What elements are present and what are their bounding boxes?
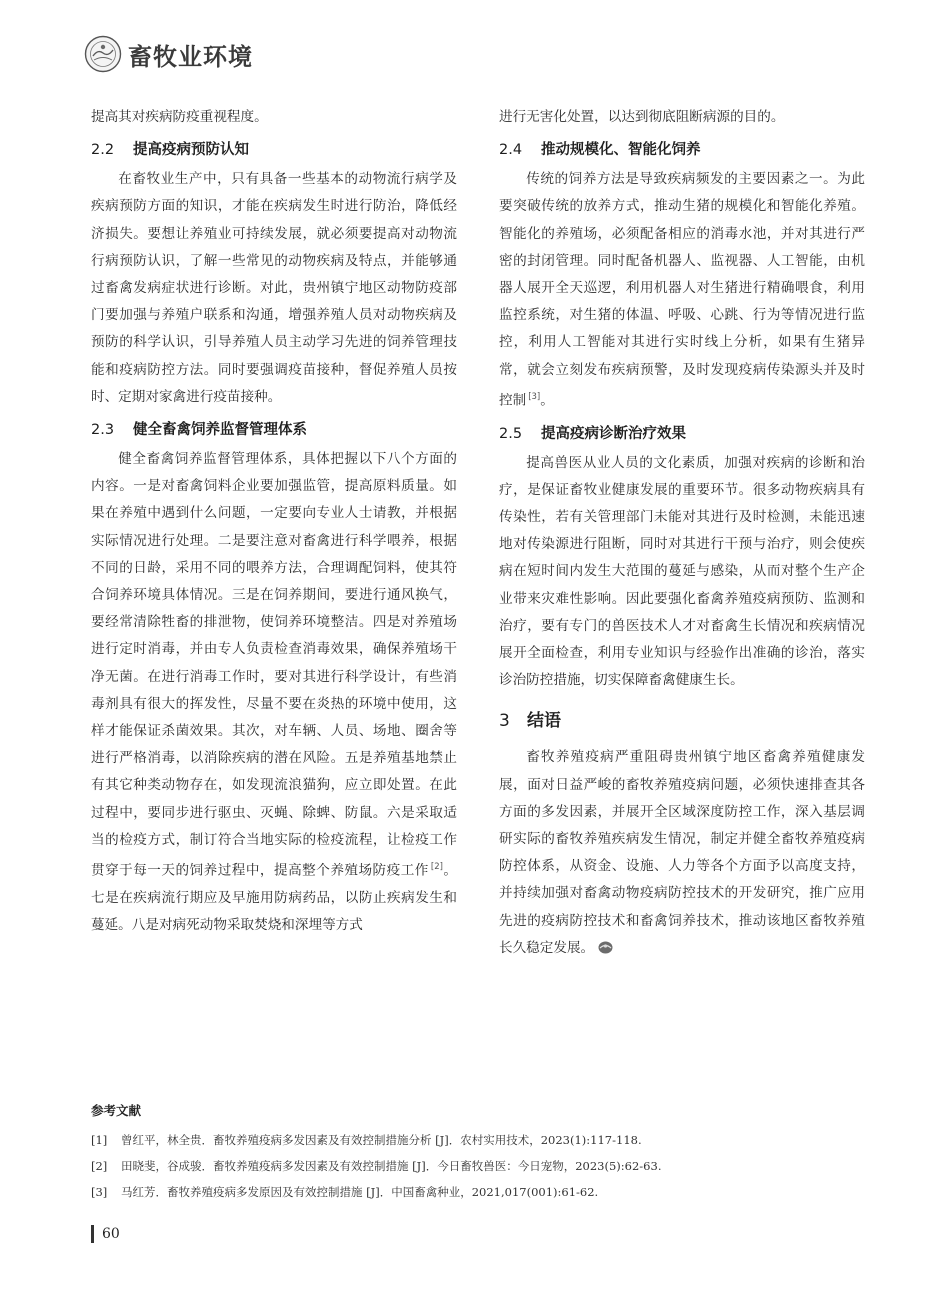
- page-footer: [91, 1225, 120, 1243]
- paragraph-text: 。: [540, 392, 554, 409]
- reference-text: 马红芳．畜牧养殖疫病多发原因及有效控制措施 [J]．中国畜禽种业，2021,017(001):61-62.: [121, 1185, 599, 1199]
- section-number: 2.4: [499, 142, 523, 159]
- paragraph-text: 。七是在疾病流行期应及早施用防病药品，以防止疾病发生和蔓延。八是对病死动物采取焚烧和深埋等方式: [91, 862, 457, 934]
- references-title: 参考文献: [91, 1103, 142, 1118]
- paragraph-text: 传统的饲养方法是导致疾病频发的主要因素之一。为此要突破传统的放养方式，推动生猪的规模化和智能化养殖。智能化的养殖场，必须配备相应的消毒水池，并对其进行严密的封闭管理。同时配备机器人、监视器、人工智能，由机器人展开全天巡逻，利用机器人对生猪进行精确喂食，利用监控系统，对生猪的体温、呼吸、心跳、行为等情况进行监控，利用人工智能对其进行实时线上分析，如果有生猪异常，就会立刻发布疾病预警，及时发现疫病传染源头并及时控制: [499, 171, 865, 409]
- paragraph-text: 健全畜禽饲养监督管理体系，具体把握以下八个方面的内容。一是对畜禽饲料企业要加强监管，提高原料质量。如果在养殖中遇到什么问题，一定要向专业人士请教，并根据实际情况进行处理。二是要注意对畜禽进行科学喂养，根据不同的日龄，采用不同的喂养方法，合理调配饲料，使其符合饲养环境具体情况。三是在饲养期间，要进行通风换气，要经常清除牲畜的排泄物，使饲养环境整洁。四是对养殖场进行定时消毒，并由专人负责检查消毒效果，确保养殖场干净无菌。在进行消毒工作时，要对其进行科学设计，有些消毒剂具有很大的挥发性，尽量不要在炎热的环境中使用，这样才能保证杀菌效果。其次，对车辆、人员、场地、圈舍等进行严格消毒，以消除疾病的潜在风险。五是养殖基地禁止有其它种类动物存在，如发现流浪猫狗，应立即处置。在此过程中，要同步进行驱虫、灭蝇、除蜱、防鼠。六是采取适当的检疫方式，制订符合当地实际的检疫流程，让检疫工作贯穿于每一天的饲养过程中，提高整个养殖场防疫工作: [91, 451, 457, 879]
- section-title: 结语: [527, 711, 561, 732]
- reference-number: [1]: [91, 1133, 108, 1147]
- journal-header: [84, 34, 253, 74]
- paragraph-text: 畜牧养殖疫病严重阻碍贵州镇宁地区畜禽养殖健康发展，面对日益严峻的畜牧养殖疫病问题，必须快速排查其各方面的多发因素，并展开全区域深度防控工作，深入基层调研实际的畜牧养殖疾病发生情况，制定并健全畜牧养殖疫病防控体系，从资金、设施、人力等各个方面予以高度支持，并持续加强对畜禽动物疫病防控技术的开发研究，推广应用先进的疫病防控技术和畜禽饲养技术，推动该地区畜牧养殖长久稳定发展。: [499, 749, 865, 956]
- page-number: 60: [102, 1226, 120, 1242]
- section-number: 2.2: [91, 142, 115, 159]
- section-2-2-heading: [91, 138, 457, 162]
- section-2-4-paragraph: [499, 166, 865, 414]
- citation-link[interactable]: [2]: [430, 862, 443, 873]
- section-number: 3: [499, 711, 510, 732]
- reference-text: 曾红平，林全贵．畜牧养殖疫病多发因素及有效控制措施分析 [J]．农村实用技术，2023(1):117-118.: [121, 1133, 642, 1147]
- reference-number: [3]: [91, 1185, 108, 1199]
- section-2-2-paragraph: 在畜牧业生产中，只有具备一些基本的动物流行病学及疾病预防方面的知识，才能在疾病发生时进行防治，降低经济损失。要想让养殖业可持续发展，就必须要提高对动物流行病预防认识，了解一些常见的动物疾病及特点，并能够通过畜禽发病症状进行诊断。对此，贵州镇宁地区动物防疫部门要加强与养殖户联系和沟通，增强养殖人员对动物疾病及预防的科学认识，引导养殖人员主动学习先进的饲养管理技能和疫病防控方法。同时要强调疫苗接种，督促养殖人员按时、定期对家禽进行疫苗接种。: [91, 171, 457, 405]
- right-column: [499, 104, 865, 962]
- section-number: 2.3: [91, 422, 115, 439]
- reference-item: [91, 1127, 861, 1153]
- section-2-3-heading: [91, 418, 457, 442]
- section-2-5-heading: [499, 422, 865, 446]
- reference-text: 田晓斐，谷成骏．畜牧养殖疫病多发因素及有效控制措施 [J]．今日畜牧兽医：今日宠物，2023(5):62-63.: [121, 1159, 662, 1173]
- references-section: [91, 1101, 861, 1205]
- section-2-5-paragraph: 提高兽医从业人员的文化素质，加强对疾病的诊断和治疗，是保证畜牧业健康发展的重要环节。很多动物疾病具有传染性，若有关管理部门未能对其进行及时检测，未能迅速地对传染源进行阻断，同时对其进行干预与治疗，则会使疾病在短时间内发生大范围的蔓延与感染，从而对整个生产企业带来灾难性影响。因此要强化畜禽养殖疫病预防、监测和治疗，要有专门的兽医技术人才对畜禽生长情况和疾病情况展开全面检查，利用专业知识与经验作出准确的诊治，落实诊治防控措施，切实保障畜禽健康生长。: [499, 454, 865, 689]
- citation-link[interactable]: [3]: [528, 391, 541, 402]
- intro-continuation: 提高其对疾病防疫重视程度。: [91, 109, 268, 125]
- section-number: 2.5: [499, 425, 523, 442]
- reference-number: [2]: [91, 1159, 108, 1173]
- section-2-4-heading: [499, 138, 865, 162]
- section-title: 推动规模化、智能化饲养: [541, 142, 701, 159]
- footer-divider: [91, 1225, 94, 1243]
- journal-seal-icon: [84, 35, 122, 73]
- continued-paragraph: 进行无害化处置，以达到彻底阻断病源的目的。: [499, 109, 785, 125]
- reference-item: [91, 1153, 861, 1179]
- section-3-heading: [499, 706, 865, 736]
- section-title: 提高疫病预防认知: [133, 142, 249, 159]
- journal-title: 畜牧业环境: [128, 41, 253, 71]
- section-3-paragraph: [499, 744, 865, 962]
- end-mark-icon: [598, 941, 613, 954]
- section-title: 健全畜禽饲养监督管理体系: [133, 422, 307, 439]
- left-column: [91, 104, 457, 939]
- reference-item: [91, 1179, 861, 1205]
- section-title: 提高疫病诊断治疗效果: [541, 425, 686, 442]
- section-2-3-paragraph: [91, 446, 457, 939]
